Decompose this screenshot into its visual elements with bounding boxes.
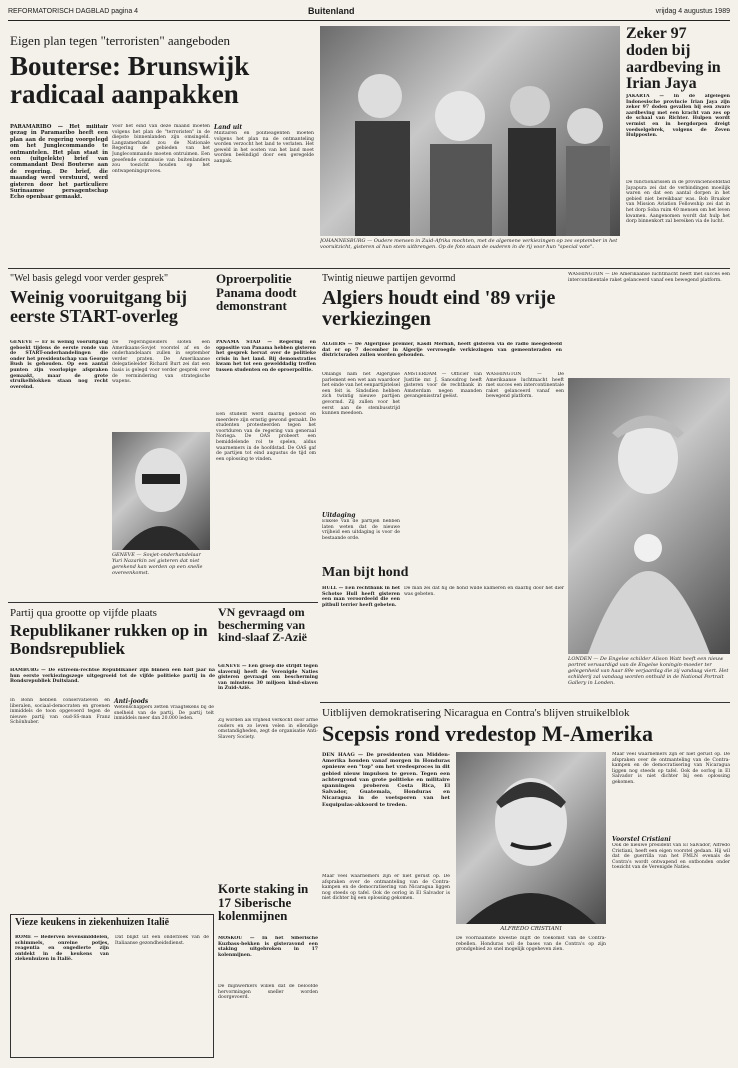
keukens-headline: Vieze keukens in ziekenhuizen Italië [15,917,170,928]
nicaragua-body2: De voornaamste kwestie blijft de toekomst van de Contra-rebellen. Honduras wil de bases van de Contra's op zijn grondgebied zo snel mogelijk opgeheven zien. [456,936,606,953]
nicaragua-body3: Ook de nieuwe president van El Salvador, Alfredo Cristiani, heeft een eigen voorstel gedaan. Hij wil dat de guerrilla van het FMLN evenals de Contra's wordt ontwapend en ontbonden onder toezicht van de Verenigde Naties. [612,843,730,871]
rep-body: In Bonn hebben conservatieven en liberalen, sociaal-democraten en groenen inmiddels de toon opgevoerd tegen de nieuwe partij van oud-SS-man Franz Schönhuber. [10,698,110,726]
keukens-body: ROME — Bederven levensmiddelen, schimmels, onreine potjes, reagentia en ongedierte zijn ontdekt in de keukens van ziekenhuizen in Italië. [15,935,109,963]
rep-lead: HAMBURG — De extreem-rechtse Republikaner zijn binnen een half jaar na hun eerste verkiezingszege uitgegroeid tot de vijfde politieke partij in de Bondsrepubliek Duitsland. [10,668,215,685]
siberie-body: De mijnwerkers willen dat de beloofde hervormingen sneller worden doorgevoerd. [218,984,318,1001]
nicaragua-subhead: Voorstel Cristiani [612,836,671,843]
pitbull-lead: HULL — Een rechtbank in het Schotse Hull heeft gisteren een man veroordeeld die een pitbull terrier heeft gebeten. [322,586,400,608]
bouterse-headline: Bouterse: Brunswijk radicaal aanpakken [10,51,250,110]
bouterse-body2: Militairen en politieagenten moeten volgens het plan na de ontmanteling worden verzocht het land te verlaten. Het geweld in het oosten van het land moet worden beëindigd door een geregelde aanpak. [214,131,314,164]
start-headline: Weinig vooruitgang bij eerste START-overleg [10,287,188,326]
irian-lead: JAKARTA — In de afgelegen Indonesische provincie Irian Jaya zijn zeker 97 doden gevallen bij een zware aardbeving met een kracht van zes op de schaal van Richter. Hulpen wordt vermist en in bergdorpen dreigt voedselgebrek, volgens de Zeven Hulpposten. [626,94,730,139]
algiers-col-sub [322,512,400,562]
algiers-headline: Algiers houdt eind '89 vrije verkiezingen [322,287,556,330]
divider [320,702,730,703]
queen-mother-portrait [568,378,730,654]
bouterse-subhead: Land uit [214,124,243,131]
divider [8,268,730,269]
siberie-lead: MOSKOU — In het Siberische Kuzbass-bekken is gisteravond een staking uitgebroken in 17 kolenmijnen. [218,936,318,958]
algiers-body2: Enkele van de partijen hebben laten weten dat de nieuwe vrijheid een uitdaging is voor de bestaande orde. [322,519,400,541]
people-queue-illustration [320,26,620,236]
londen-caption: LONDEN — De Engelse schilder Alison Watt heeft een nieuw portret vervaardigd van de Engelse koningin-moeder ter gelegenheid van haar 89e verjaardag die zij vandaag viert. Het schilderij zal vandaag worden onthuld in de National Portrait Gallery in Londen. [568,656,729,686]
portrait-illustration [112,432,210,550]
johannesburg-photo [320,26,620,236]
nicaragua-headline: Scepsis rond vredestop M-Amerika [322,721,654,746]
portrait-illustration [456,752,606,924]
start-body: De regeringsleiders sloten een Amerikaans-Sovjet voorstel af en de onderhandelaars zullen in september verder praten. De Amerikaanse delegatieleider Richard Burt zei dat een basis is gelegd voor verder gesprek over de vermindering van strategische wapens. [112,340,210,385]
start-lead: GENEVE — Er is weinig vooruitgang geboekt tijdens de eerste ronde van de START-onderhandelingen die onder het presidentschap van George Bush is gehouden. Op een aantal punten zijn voorlopige afspraken gemaakt, maar de grote struikelblokken staan nog recht overeind. [10,340,108,390]
algiers-washington: WASHINGTON — De Amerikaanse luchtmacht heeft met succes een intercontinentale raket gelanceerd vanaf een bewegend platform. [486,372,564,400]
paper-name: REFORMATORISCH DAGBLAD pagina 4 [8,8,139,15]
bouterse-column3 [214,124,314,264]
vn-lead: GENEVE — Een groep die strijdt tegen slavernij heeft de Verenigde Naties gisteren gevraagd om bescherming van minstens 30 miljoen kind-slaven in Zuid-Azië. [218,664,318,692]
page-date: vrijdag 4 augustus 1989 [655,8,730,15]
vn-body: Zij worden als vrijheid verkocht door arme ouders en zo leven velen in ellendige omstandigheden, zegt de organisatie Anti-Slavery Society. [218,718,318,740]
johannesburg-caption: JOHANNESBURG — Oudere mensen in Zuid-Afrika mochten, met de algemene verkiezingen op zes september in het vooruitzicht, gisteren al hun stem uitbrengen. Op de foto staan de ouderen in de rij voor hun "special vote". [320,238,618,250]
algiers-amsterdam: AMSTERDAM — Officier van Justitie mr. J. Sanoudrog heeft gisteren voor de rechtbank in Amsterdam negen maanden gevangenisstraf geëist. [404,372,482,400]
bouterse-lead: PARAMARIBO — Het militair gezag in Paramaribo heeft een plan aan de regering voorgelegd om het Junglecommando te ontmantelen. Het plan staat in een (uitgelekte) brief van commandant Desi Bouterse aan de regering. De brief, die maandag werd verstuurd, werd gisteren door het particuliere Surinaamse persagentschap Echo openbaar gemaakt. [10,124,108,201]
panama-lead: PANAMA STAD — Regering en oppositie van Panama hebben gisteren het gesprek hervat over de politieke crisis in het land. Bij demonstraties kwam het tot een gewelddadig treffen tussen studenten en de oproerpolitie. [216,340,316,373]
pitbull-body: De man zei dat hij de hond wilde kalmeren en daarbij door het dier was gebeten. [404,586,564,597]
siberie-headline: Korte staking in 17 Siberische kolenmijnen [218,881,309,924]
nicaragua-col4b [612,836,730,1056]
irian-body: De functionarissen in de provinciehoofdstad Jayapura zei dat de verbindingen moeilijk waren en dat een aantal dorpen in het gebied niet bereikbaar was. Bob Bruaker van Mission Aviation Fellowship zei dat in het dorp Soba ruim 40 mensen om het leven kwamen. Aangenomen wordt dat hulp het dorp binnenkort zal bereiken via de lucht. [626,180,730,225]
algiers-body: Onlangs nam het Algerijnse parlement een wet aan waardoor het einde van het eenpartijstelsel een feit is. Sindsdien hebben zich twintig nieuwe partijen gevormd. Zij zullen voor het eerst aan de stembusstrijd kunnen meedoen. [322,372,400,417]
bouterse-kicker: Eigen plan tegen "terroristen" aangeboden [10,33,230,48]
rep-kicker: Partij qua grootte op vijfde plaats [10,607,157,619]
bouterse-body: Voor het eind van deze maand moeten volgens het plan de "terroristen" in de diepste binnenlanden zijn omsingeld. Langzamerhand zou de Nationale Regering de gebieden van het Junglecommando moeten ontruimen. Een geoefende commissie van buitenlanders zou toezicht houden op het ontwapeningsproces. [112,124,210,174]
nicaragua-lead: DEN HAAG — De presidenten van Midden-Amerika houden vanaf morgen in Honduras opnieuw een "top" om het vredesproces in dit gebied nieuw impulsen te geven. Tegen een achtergrond van grote politieke en militaire spanningen proberen Costa Rica, El Salvador, Guatemala, Honduras en Nicaragua in de voetsporen van het Esquipulas-akkoord te treden. [322,752,450,808]
algiers-lead: ALGIERS — De Algerijnse premier, Kasdi Merbah, heeft gisteren via de radio meegedeeld dat er op 7 december in Algerije vervroegde verkiezingen van gemeenteraden en districtsraden zullen worden gehouden. [322,342,562,359]
cristiani-caption: ALFREDO CRISTIANI [500,926,562,932]
nicaragua-col4: Maar veel waarnemers zijn er niet gerust op. De afspraken over de ontmanteling van de Contra-kampen en de democratisering van Nicaragua liggen nog steeds op tafel. Ook de oorlog in El Salvador is niet dichter bij een oplossing gekomen. [612,752,730,785]
algiers-subhead: Uitdaging [322,512,356,519]
nicaragua-body: Maar veel waarnemers zijn er niet gerust op. De afspraken over de ontmanteling van de Contra-kampen en de democratisering van Nicaragua liggen nog steeds op tafel. Ook de oorlog in El Salvador is niet dichter bij een oplossing gekomen. [322,874,450,902]
page-header [8,6,730,21]
start-kicker: "Wel basis gelegd voor verder gesprek" [10,273,169,284]
divider [8,602,318,603]
vn-headline: VN gevraagd om bescherming van kind-slaaf Z-Azië [218,605,308,645]
pitbull-headline: Man bijt hond [322,565,409,580]
panama-headline: Oproerpolitie Panama doodt demonstrant [216,271,297,314]
nicaragua-kicker: Uitblijven demokratisering Nicaragua en Contra's blijven struikelblok [322,707,630,719]
nazarkin-caption: GENEVE — Sovjet-onderhandelaar Yuri Nazarkin zei gisteren dat niet gerekend kan worden op een snelle overeenkomst. [112,552,203,576]
rep-body2: Wetenschappers zetten vraagtekens bij de snelheid van de partij. De partij telt inmiddels meer dan 20.000 leden. [114,705,214,722]
irian-headline: Zeker 97 doden bij aardbeving in Irian Jaya [626,25,721,93]
panama-body: Een student werd daarbij gedood en meerdere zijn ernstig gewond geraakt. De studenten protesteerden tegen het voortduren van de regering van generaal Noriega. De OAS probeert een bemiddelende rol te spelen, aldus waarnemers in de hoofdstad. De OAS gaf de partijen tot eind augustus de tijd om een oplossing te vinden. [216,412,316,462]
keukens-box [10,914,214,1058]
painting-illustration [568,378,730,654]
rep-column2 [114,698,214,908]
rep-subhead: Anti-joods [114,698,149,705]
algiers-kicker: Twintig nieuwe partijen gevormd [322,273,456,284]
cristiani-photo [456,752,606,924]
washington-column: WASHINGTON — De Amerikaanse luchtmacht heeft met succes een intercontinentale raket gelanceerd vanaf een bewegend platform. [568,272,730,283]
rep-headline: Republikaner rukken op in Bondsrepubliek [10,621,208,658]
keukens-body2: Dat blijkt uit een onderzoek van de Italiaanse gezondheidsdienst. [115,935,209,946]
nazarkin-photo [112,432,210,550]
section-title: Buitenland [308,6,355,16]
